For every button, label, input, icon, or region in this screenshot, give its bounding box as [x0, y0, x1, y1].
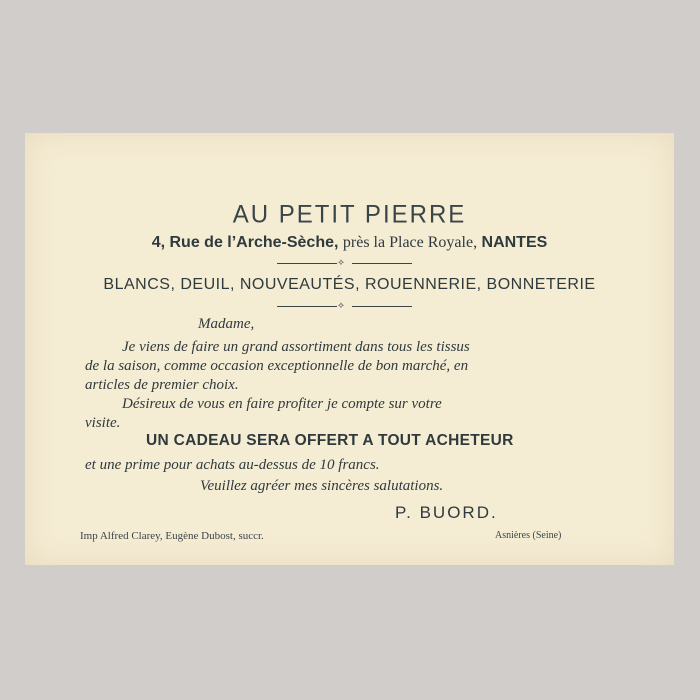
divider-mid-right: [352, 306, 412, 307]
body-line-4: Désireux de vous en faire profiter je compte sur votre: [122, 396, 442, 412]
signature: P. BUORD.: [395, 503, 498, 522]
trade-card: [25, 133, 674, 565]
gift-line: UN CADEAU SERA OFFERT A TOUT ACHETEUR: [146, 432, 514, 449]
divider-mid-ornament: ⟡: [338, 301, 344, 311]
body-line-3: articles de premier choix.: [85, 377, 239, 393]
address-street: 4, Rue de l’Arche-Sèche,: [151, 234, 339, 251]
salutation: Madame,: [198, 316, 255, 332]
body-line-2: de la saison, comme occasion exceptionnelle de bon marché, en: [85, 358, 469, 374]
body-line-5: visite.: [85, 415, 121, 431]
divider-top-right: [352, 263, 412, 264]
print-place: Asnières (Seine): [495, 530, 562, 541]
goods-line: BLANCS, DEUIL, NOUVEAUTÉS, ROUENNERIE, BONNETERIE: [103, 276, 596, 293]
closing-line: Veuillez agréer mes sincères salutations.: [200, 478, 444, 494]
shop-name: AU PETIT PIERRE: [232, 200, 467, 229]
printer-credit: Imp Alfred Clarey, Eugène Dubost, succr.: [80, 530, 264, 542]
shop-address: [25, 234, 674, 252]
address-near: près la Place Royale,: [342, 234, 478, 251]
address-city: NANTES: [481, 234, 548, 251]
divider-top-ornament: ⟡: [338, 258, 344, 268]
premium-line: et une prime pour achats au-dessus de 10 francs.: [85, 457, 380, 473]
divider-mid-left: [277, 306, 337, 307]
body-line-1: Je viens de faire un grand assortiment dans tous les tissus: [122, 339, 470, 355]
divider-top-left: [277, 263, 337, 264]
